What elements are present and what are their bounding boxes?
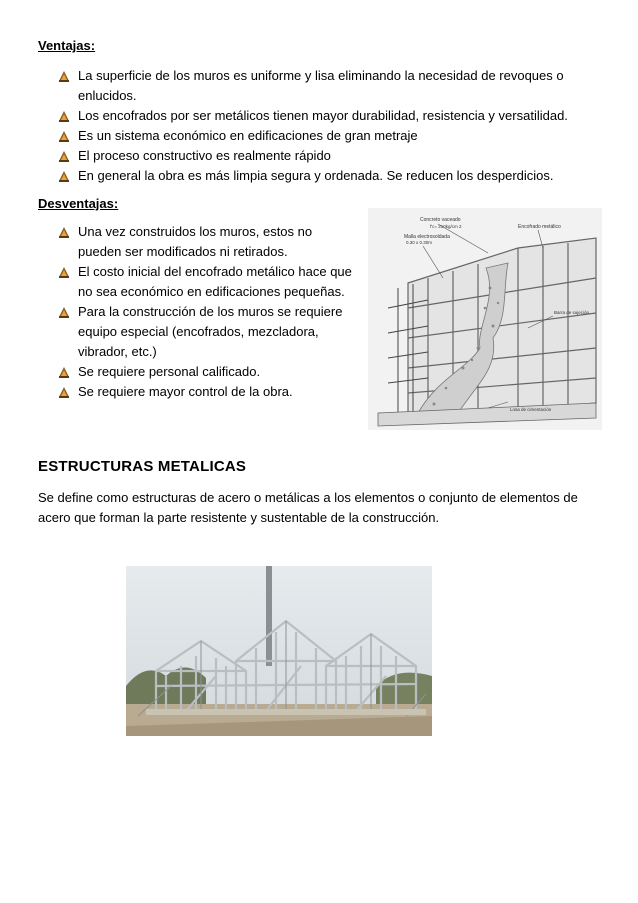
list-item: Se requiere personal calificado. xyxy=(58,362,358,382)
bullet-icon xyxy=(58,386,70,398)
formwork-diagram xyxy=(368,208,602,430)
steel-structure-photo xyxy=(126,566,432,736)
list-item: Es un sistema económico en edificaciones de gran metraje xyxy=(58,126,614,146)
ventajas-list xyxy=(58,66,614,186)
list-item: La superficie de los muros es uniforme y lisa eliminando la necesidad de revoques o enlucidos. xyxy=(58,66,614,106)
list-item: El costo inicial del encofrado metálico hace que no sea económico en edificaciones pequeñas. xyxy=(58,262,358,302)
list-item: Para la construcción de los muros se requiere equipo especial (encofrados, mezcladora, vibrador, etc.) xyxy=(58,302,358,362)
label-malla: Malla electrosoldada xyxy=(404,234,450,240)
bullet-icon xyxy=(58,150,70,162)
bullet-icon xyxy=(58,266,70,278)
bullet-icon xyxy=(58,306,70,318)
bullet-icon xyxy=(58,70,70,82)
desventajas-heading: Desventajas: xyxy=(38,196,119,211)
list-item: Los encofrados por ser metálicos tienen mayor durabilidad, resistencia y versatilidad. xyxy=(58,106,614,126)
section-title: ESTRUCTURAS METALICAS xyxy=(38,458,247,475)
ventajas-heading: Ventajas: xyxy=(38,38,96,53)
bullet-icon xyxy=(58,110,70,122)
bullet-icon xyxy=(58,366,70,378)
desventajas-list xyxy=(58,222,358,402)
label-concreto: Concreto vaceado xyxy=(420,217,461,223)
list-item: El proceso constructivo es realmente rápido xyxy=(58,146,614,166)
bullet-icon xyxy=(58,226,70,238)
label-losa: Losa de cimentación xyxy=(510,407,552,412)
photo-foundation xyxy=(146,709,426,715)
bullet-icon xyxy=(58,130,70,142)
definition-paragraph: Se define como estructuras de acero o metálicas a los elementos o conjunto de elementos de acero que forman la parte resistente y sustentable de la construcción. xyxy=(38,490,578,525)
list-item: En general la obra es más limpia segura y ordenada. Se reducen los desperdicios. xyxy=(58,166,614,186)
list-item: Se requiere mayor control de la obra. xyxy=(58,382,358,402)
label-barra: Barra de sujeción xyxy=(554,310,590,315)
label-malla-dim: 0.30 x 0.30m xyxy=(406,240,433,245)
label-resistencia: f'c= 210kg/cm 2 xyxy=(430,224,462,229)
label-encofrado: Encofrado metálico xyxy=(518,224,561,230)
bullet-icon xyxy=(58,170,70,182)
photo-crane xyxy=(266,566,272,666)
list-item: Una vez construidos los muros, estos no pueden ser modificados ni retirados. xyxy=(58,222,358,262)
